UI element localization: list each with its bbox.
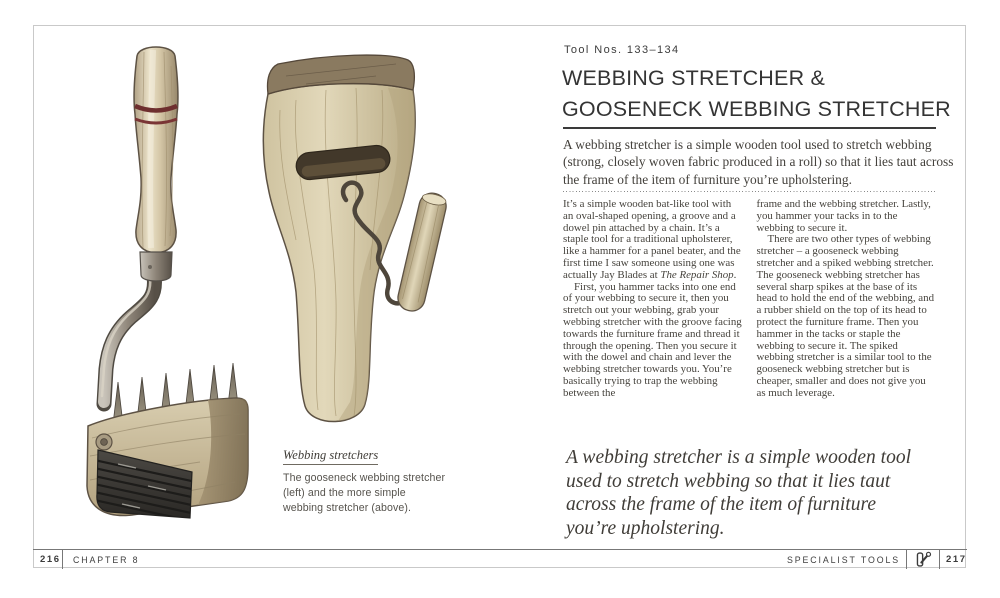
body-paragraph xyxy=(563,199,744,282)
left-page-number: 216 xyxy=(40,554,61,565)
footer-icon-box xyxy=(908,550,938,569)
specialist-tool-icon xyxy=(914,550,933,569)
caption-line: webbing stretcher (above). xyxy=(283,502,412,514)
pull-quote-line: you’re upholstering. xyxy=(566,517,725,539)
italic-title-text: The Repair Shop xyxy=(660,268,734,281)
body-paragraph: There are two other types of webbing stretcher – a gooseneck webbing stretcher and a spiked webbing stretcher. The gooseneck webbing stretcher has several sharp spikes at the base of its head to hold the end of the webbing, and a rubber shield on the top of its head to protect the furniture frame. Then you hammer in the tacks or staple the webbing to secure it. The spiked webbing stretcher is a similar tool to the gooseneck webbing stretcher but is cheaper, smaller and does not give you as much leverage. xyxy=(756,233,935,399)
caption-heading: Webbing stretchers xyxy=(283,448,378,465)
body-paragraph: frame and the webbing stretcher. Lastly, you hammer your tacks in to the webbing to secure it. xyxy=(756,198,931,234)
right-page-number: 217 xyxy=(946,554,967,565)
body-columns xyxy=(563,199,937,400)
page-title xyxy=(562,63,951,125)
tool-numbers-label: Tool Nos. 133–134 xyxy=(564,44,680,56)
caption-line: The gooseneck webbing stretcher xyxy=(283,472,446,484)
caption-line: (left) and the more simple xyxy=(283,487,406,499)
pull-quote-line: across the frame of the item of furniture xyxy=(566,494,876,515)
footer-divider xyxy=(62,549,63,569)
intro-paragraph xyxy=(563,136,955,188)
webbing-stretcher-illustration xyxy=(256,50,496,440)
pull-quote-line: used to stretch webbing so that it lies taut xyxy=(566,470,891,492)
body-column-right xyxy=(757,199,938,400)
gooseneck-webbing-stretcher-illustration xyxy=(40,36,260,526)
chapter-label: CHAPTER 8 xyxy=(73,555,140,565)
section-label: SPECIALIST TOOLS xyxy=(786,555,900,565)
footer-rule xyxy=(33,549,967,550)
body-paragraph: First, you hammer tacks into one end of your webbing to secure it, then you stretch out your webbing, grab your webbing stretcher with the groove facing towards the furniture frame and thread it through the opening. Then you secure it with the dowel and chain and lever the webbing stretcher towards you. You’re basically trying to trap the webbing between the xyxy=(563,280,742,399)
intro-line: the frame of the item of furniture you’re upholstering. xyxy=(563,171,852,187)
page-title-line-1: WEBBING STRETCHER & xyxy=(562,66,826,90)
intro-line: A webbing stretcher is a simple wooden tool used to stretch webbing xyxy=(563,137,932,152)
paragraph-text: It’s a simple wooden bat-like tool with an oval-shaped opening, a groove and a dowel pin attached by a chain. It’s a staple tool for a traditional upholsterer, like a hammer for a panel beater, and the first time I saw someone using one was actually Jay Blades at xyxy=(563,198,741,281)
pull-quote xyxy=(566,446,911,540)
caption-body xyxy=(283,471,473,516)
dotted-divider xyxy=(563,191,936,193)
illustration-caption xyxy=(283,446,473,516)
body-column-left xyxy=(563,199,744,400)
pull-quote-line: A webbing stretcher is a simple wooden tool xyxy=(566,447,912,468)
intro-line: (strong, closely woven fabric produced in a roll) so that it lies taut across xyxy=(563,154,954,170)
title-rule xyxy=(563,127,936,129)
footer-divider xyxy=(906,549,907,569)
footer-divider xyxy=(939,549,940,569)
page-title-line-2: GOOSENECK WEBBING STRETCHER xyxy=(562,97,951,121)
paragraph-text: . xyxy=(733,268,737,281)
